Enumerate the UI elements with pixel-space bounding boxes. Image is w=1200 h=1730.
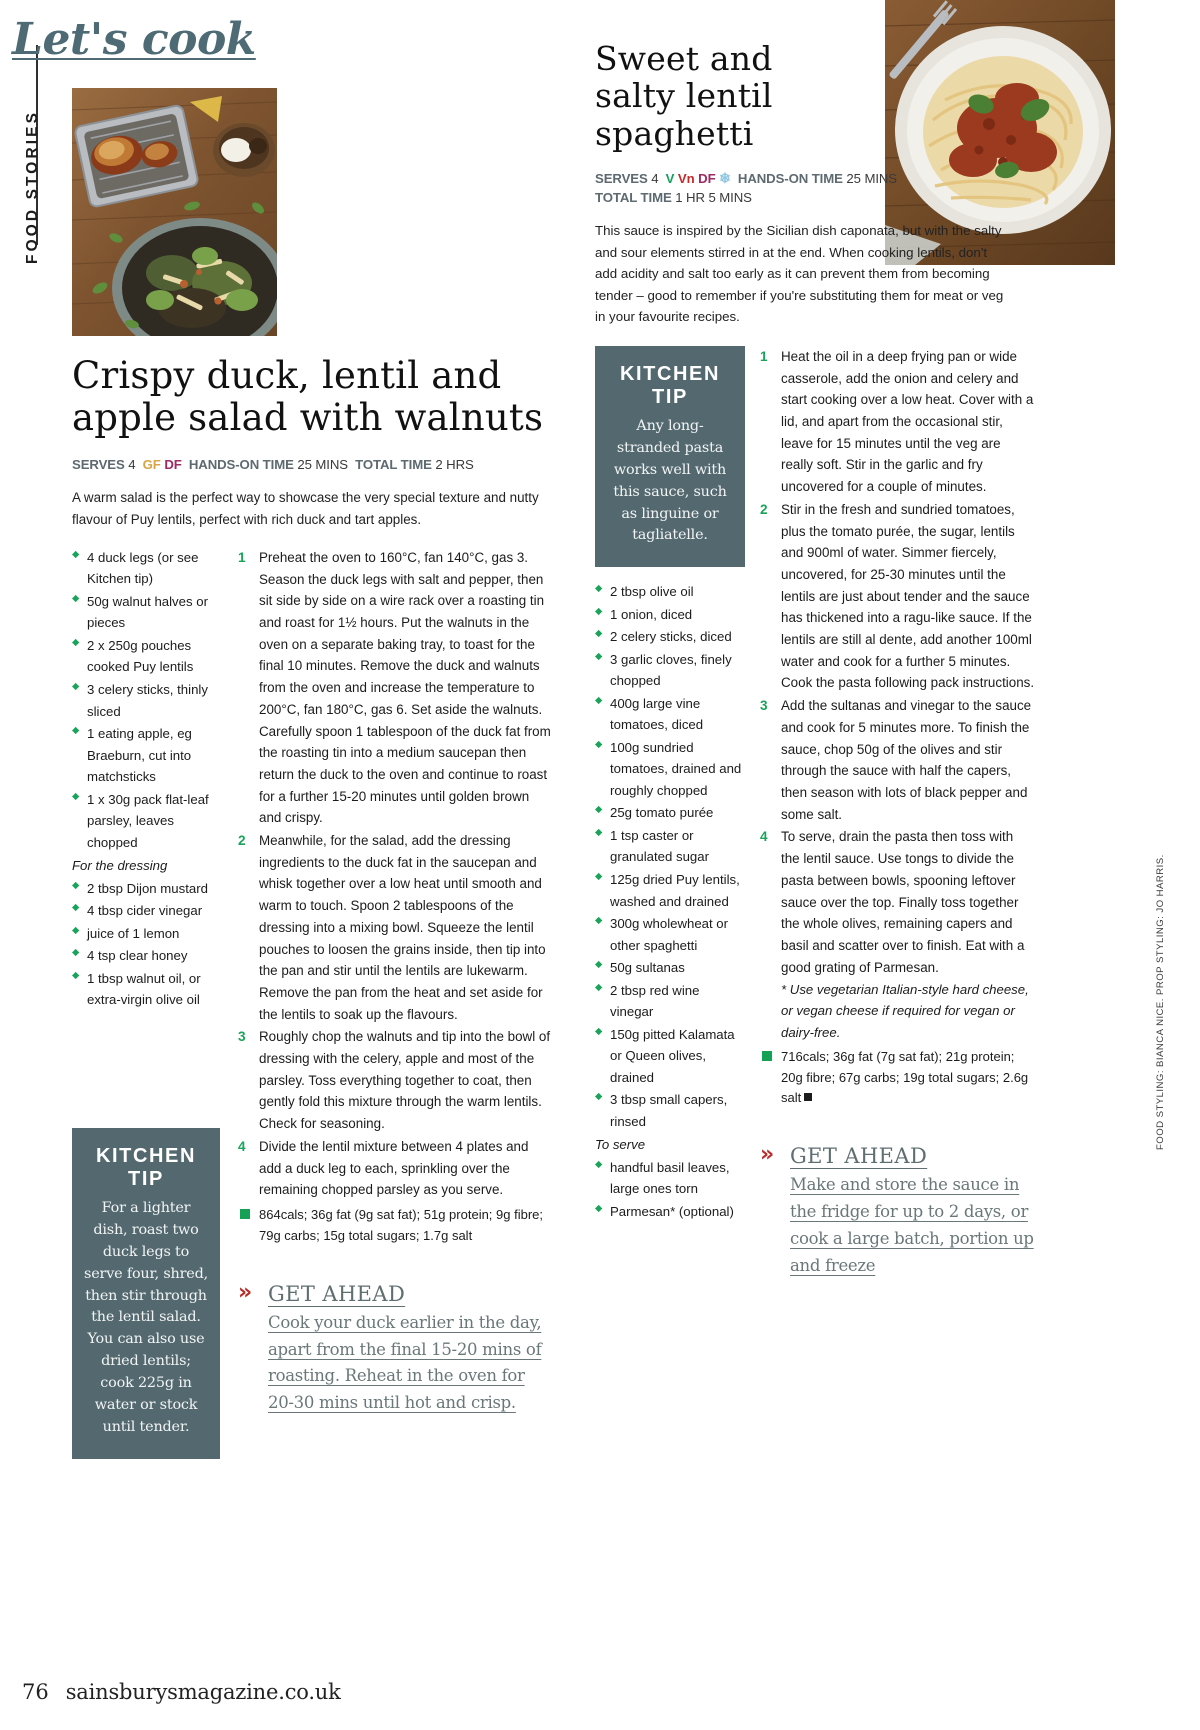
ingredient-item: ◆ 125g dried Puy lentils, washed and drained [595, 869, 745, 912]
kitchen-tip-heading-line2-right: TIP [652, 385, 688, 408]
method-column-left [238, 547, 552, 1417]
ingredient-item: ◆ 3 garlic cloves, finely chopped [595, 649, 745, 692]
photo-credits: FOOD STYLING: BIANCA NICE. PROP STYLING: JO HARRIS. [1155, 854, 1166, 1150]
badge-v: V [665, 170, 675, 186]
total-time-label: TOTAL TIME [355, 457, 432, 473]
kitchen-tip-heading-right [606, 363, 734, 409]
badge-gf: GF [142, 457, 161, 473]
badge-vn: Vn [677, 170, 695, 186]
ingredient-item: ◆ 1 x 30g pack flat-leaf parsley, leaves chopped [72, 789, 222, 854]
ingredient-item: ◆ 1 onion, diced [595, 604, 745, 626]
get-ahead-title-left: GET AHEAD [268, 1281, 406, 1306]
rail-label: FOOD STORIES [24, 109, 41, 264]
kitchen-tip-left [72, 1128, 220, 1459]
recipe-footnote-right: * Use vegetarian Italian-style hard cheese, or vegan cheese if required for vegan or dairy-free. [781, 982, 1029, 1040]
recipe-right-column [595, 40, 1035, 1279]
recipe-title-left: Crispy duck, lentil and apple salad with walnuts [72, 354, 544, 440]
method-step: Stir in the fresh and sundried tomatoes, plus the tomato purée, the sugar, lentils and 900ml of water. Simmer fiercely, uncovered, for 25-30 minutes until the lentils are just about tender and the sauce has thickened into a ragu-like sauce. If the lentils are still al dente, add another 100ml water and cook for a further 5 minutes. Cook the pasta following pack instructions. [781, 501, 1035, 691]
ingredients-list-right [595, 581, 745, 1132]
ingredient-item: ◆ 50g walnut halves or pieces [72, 591, 222, 634]
total-time-label-right: TOTAL TIME [595, 190, 672, 206]
nutrition-text-right: 716cals; 36g fat (7g sat fat); 21g protein; 20g fibre; 67g carbs; 19g total sugars; 2.6g salt [781, 1048, 1029, 1106]
method-step: Roughly chop the walnuts and tip into the bowl of dressing with the celery, apple and most of the parsley. Toss everything together to coat, then gently fold this mixture through the warm lentils. Check for seasoning. [259, 1029, 551, 1132]
hands-on-value-right: 25 MINS [846, 170, 898, 186]
ingredient-item: ◆ handful basil leaves, large ones torn [595, 1157, 745, 1200]
get-ahead-body-left: Cook your duck earlier in the day, apart from the final 15-20 mins of roasting. Reheat in the oven for 20-30 mins until hot and crisp. [268, 1312, 542, 1413]
ingredients-column-right [595, 346, 745, 1279]
hands-on-value: 25 MINS [297, 457, 348, 473]
page-masthead: Let's cook [12, 14, 256, 65]
method-step: Heat the oil in a deep frying pan or wide casserole, add the onion and celery and start cooking over a low heat. Cover with a lid, and apart from the occasional stir, leave for 15 minutes until the veg are really soft. Stir in the garlic and fry uncovered for a couple of minutes. [781, 348, 1034, 495]
ingredient-item: ◆ 50g sultanas [595, 957, 745, 979]
recipe-meta-left [72, 455, 552, 474]
ingredient-item: ◆ 100g sundried tomatoes, drained and roughly chopped [595, 737, 745, 802]
ingredient-item: ◆ 300g wholewheat or other spaghetti [595, 913, 745, 956]
serves-value-right: 4 [651, 170, 659, 186]
get-ahead-right [760, 1143, 1035, 1279]
ingredient-item: ◆ 400g large vine tomatoes, diced [595, 693, 745, 736]
serves-label: SERVES [72, 457, 125, 473]
ingredient-item: ◆ 2 tbsp olive oil [595, 581, 745, 603]
kitchen-tip-heading-line1: KITCHEN [95, 1145, 197, 1167]
get-ahead-left [238, 1281, 552, 1417]
ingredient-item: ◆ 4 tbsp cider vinegar [72, 900, 222, 922]
kitchen-tip-heading-left [83, 1145, 209, 1191]
ingredient-item: ◆ 2 celery sticks, diced [595, 626, 745, 648]
page-footer [22, 1680, 341, 1704]
ingredient-item: ◆ juice of 1 lemon [72, 923, 222, 945]
ingredient-item: ◆ Parmesan* (optional) [595, 1201, 745, 1223]
recipe-photo-duck-salad [72, 88, 277, 336]
snowflake-icon: ❄ [719, 169, 731, 186]
ingredient-item: ◆ 1 tbsp walnut oil, or extra-virgin olive oil [72, 968, 222, 1011]
ingredient-item: ◆ 1 tsp caster or granulated sugar [595, 825, 745, 868]
ingredient-item: ◆ 4 duck legs (or see Kitchen tip) [72, 547, 222, 590]
ingredients-subheading-right: To serve [595, 1137, 646, 1153]
kitchen-tip-body-left: For a lighter dish, roast two duck legs to serve four, shred, then stir through the lentil salad. You can also use dried lentils; cook 225g in water or stock until tender. [84, 1200, 208, 1435]
method-steps-right [760, 346, 1035, 978]
ingredient-item: ◆ 1 eating apple, eg Braeburn, cut into matchsticks [72, 723, 222, 788]
ingredient-item: ◆ 2 tbsp Dijon mustard [72, 878, 222, 900]
method-step: Meanwhile, for the salad, add the dressing ingredients to the duck fat in the saucepan and whisk together over a low heat until smooth and warm to touch. Spoon 2 tablespoons of the dressing into a mixing bowl. Squeeze the lentil pouches to loosen the grains inside, then tip into the pan and stir until the lentils are lukewarm. Remove the pan from the heat and set aside for the lentils to soak up the flavours. [259, 833, 546, 1022]
serves-label-right: SERVES [595, 170, 648, 186]
ingredients-list-left [72, 547, 222, 853]
method-column-right [760, 346, 1035, 1279]
kitchen-tip-heading-line1-right: KITCHEN [619, 362, 721, 385]
ingredient-item: ◆ 25g tomato purée [595, 802, 745, 824]
recipe-intro-left: A warm salad is the perfect way to showcase the very special texture and nutty flavour of Puy lentils, perfect with rich duck and tart apples. [72, 490, 539, 528]
page-number: 76 [22, 1680, 49, 1704]
method-step: Preheat the oven to 160°C, fan 140°C, gas 3. Season the duck legs with salt and pepper, then sit side by side on a wire rack over a roasting tin and roast for 1½ hours. Put the walnuts in the oven on a separate baking tray, to toast for the final 10 minutes. Remove the duck and walnuts from the oven and increase the temperature to 200°C, fan 180°C, gas 6. Set aside the walnuts. Carefully spoon 1 tablespoon of the duck fat from the roasting tin into a medium saucepan then return the duck to the oven and continue to roast for a further 15-20 minutes until golden brown and crispy. [259, 549, 551, 826]
website-url: sainsburysmagazine.co.uk [65, 1680, 341, 1704]
duck-salad-photo-svg [72, 88, 277, 336]
ingredients-subheading-left: For the dressing [72, 858, 168, 874]
method-steps-left [238, 547, 552, 1201]
method-step: To serve, drain the pasta then toss with the lentil sauce. Use tongs to divide the pasta between bowls, spooning leftover sauce over the top. Finally toss together the whole olives, remaining capers and basil and scatter over to finish. Eat with a good grating of Parmesan. [781, 829, 1025, 975]
dressing-list-left [72, 878, 222, 1011]
kitchen-tip-heading-line2: TIP [128, 1168, 164, 1190]
recipe-intro-right: This sauce is inspired by the Sicilian dish caponata, but with the salty and sour elements stirred in at the end. When cooking lentils, don't add acidity and salt too early as it can prevent them from becoming tender – good to remember if you're substituting them for meat or veg in your favourite recipes. [595, 223, 1004, 325]
serves-value: 4 [128, 457, 136, 473]
total-time-value-right: 1 HR 5 MINS [675, 190, 752, 206]
to-serve-list-right [595, 1157, 745, 1223]
ingredient-item: ◆ 3 celery sticks, thinly sliced [72, 679, 222, 722]
ingredient-item: ◆ 2 x 250g pouches cooked Puy lentils [72, 635, 222, 678]
method-step: Add the sultanas and vinegar to the sauce and cook for 5 minutes more. To finish the sauce, chop 50g of the olives and stir through the sauce with half the capers, then season with lots of black pepper and some salt. [781, 698, 1032, 822]
recipe-body-right [595, 346, 1035, 1279]
nutrition-left: 864cals; 36g fat (9g sat fat); 51g protein; 9g fibre; 79g carbs; 15g total sugars; 1.7g salt [238, 1205, 552, 1247]
badge-df: DF [164, 457, 182, 473]
ingredient-item: ◆ 4 tsp clear honey [72, 945, 222, 967]
get-ahead-title-right: GET AHEAD [790, 1144, 928, 1169]
end-marker-icon [804, 1093, 812, 1101]
get-ahead-body-right: Make and store the sauce in the fridge for up to 2 days, or cook a large batch, portion up and freeze [790, 1175, 1034, 1275]
recipe-meta-right [595, 168, 1035, 207]
kitchen-tip-body-right: Any long-stranded pasta works well with this sauce, such as linguine or tagliatelle. [613, 417, 727, 544]
nutrition-right [760, 1047, 1035, 1109]
total-time-value: 2 HRS [435, 457, 474, 473]
badge-df-right: DF [698, 170, 716, 186]
double-chevron-icon-right: » [760, 1142, 775, 1168]
double-chevron-icon: » [238, 1279, 253, 1305]
section-rail [6, 45, 46, 305]
method-step: Divide the lentil mixture between 4 plates and add a duck leg to each, sprinkling over the remaining chopped parsley as you serve. [259, 1138, 529, 1198]
recipe-title-right: Sweet and salty lentil spaghetti [595, 39, 773, 153]
ingredient-item: ◆ 2 tbsp red wine vinegar [595, 980, 745, 1023]
hands-on-label: HANDS-ON TIME [188, 457, 294, 473]
ingredient-item: ◆ 150g pitted Kalamata or Queen olives, drained [595, 1024, 745, 1089]
hands-on-label-right: HANDS-ON TIME [737, 170, 843, 186]
kitchen-tip-right [595, 346, 745, 567]
ingredient-item: ◆ 3 tbsp small capers, rinsed [595, 1089, 745, 1132]
